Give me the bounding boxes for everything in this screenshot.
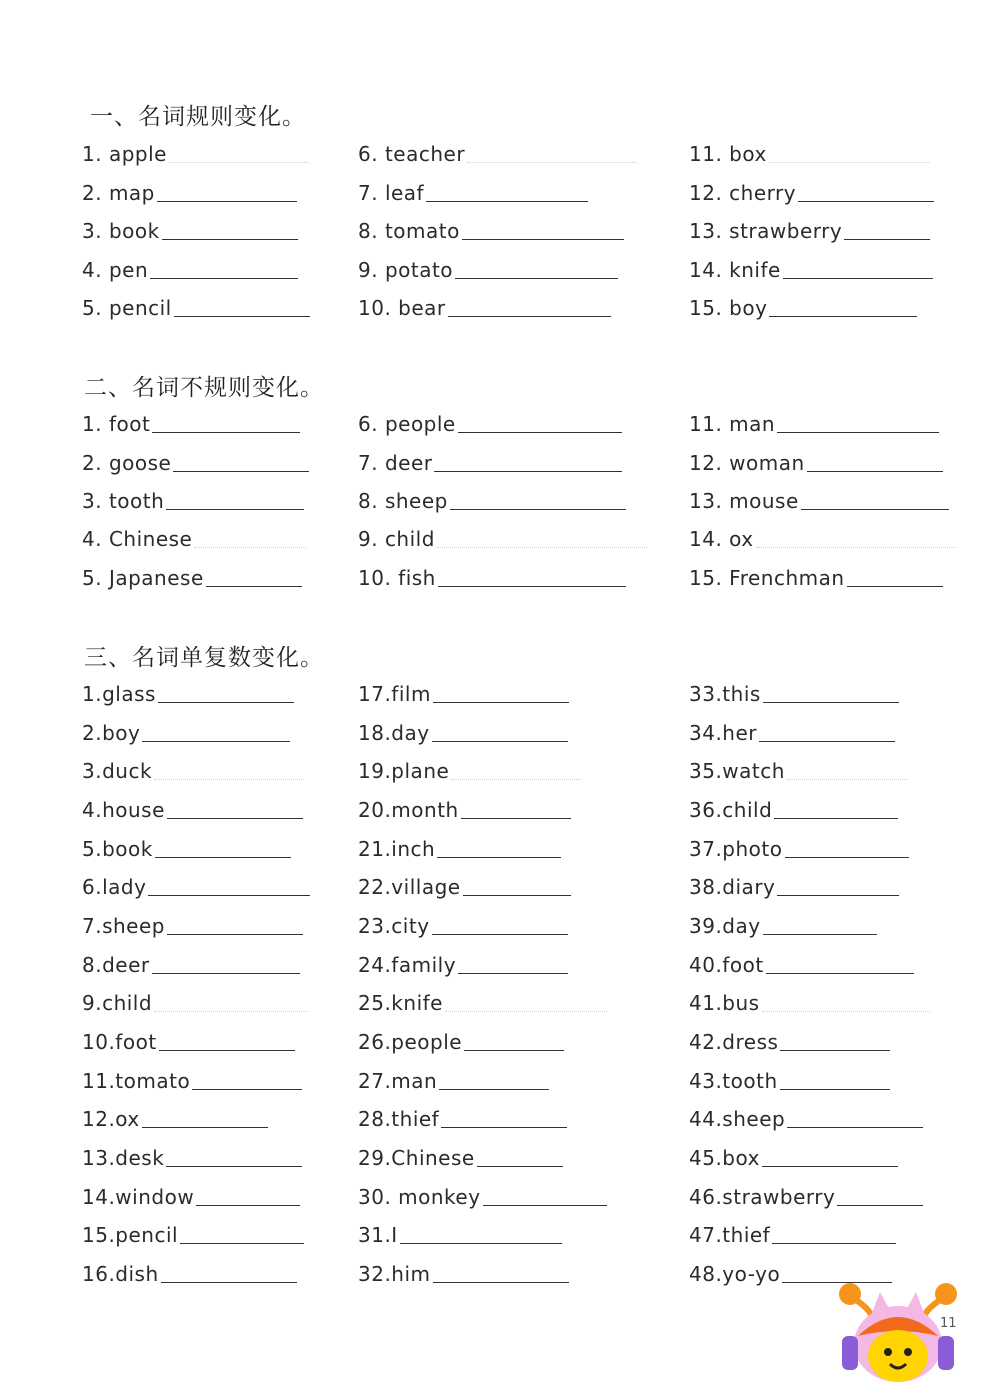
exercise-word: 3. tooth — [82, 489, 165, 513]
answer-blank[interactable] — [785, 856, 909, 858]
answer-blank[interactable] — [173, 470, 309, 472]
exercise-word: 17.film — [358, 682, 431, 706]
exercise-word: 26.people — [358, 1030, 463, 1054]
exercise-word: 41.bus — [689, 991, 760, 1015]
answer-blank[interactable] — [159, 1049, 295, 1051]
section-title-2: 二、名词不规则变化。 — [84, 375, 324, 401]
exercise-word: 25.knife — [358, 991, 443, 1015]
answer-blank[interactable] — [192, 1088, 302, 1090]
exercise-item — [82, 835, 291, 861]
exercise-item — [689, 1028, 890, 1054]
exercise-item — [358, 719, 568, 745]
answer-blank[interactable] — [464, 1049, 564, 1051]
exercise-item — [82, 410, 300, 436]
answer-blank[interactable] — [783, 277, 933, 279]
answer-blank[interactable] — [433, 1281, 569, 1283]
exercise-item — [689, 256, 933, 282]
exercise-word: 30. monkey — [358, 1185, 481, 1209]
answer-blank[interactable] — [844, 238, 930, 240]
exercise-word: 2.boy — [82, 721, 141, 745]
exercise-word: 6.lady — [82, 875, 147, 899]
answer-blank[interactable] — [157, 200, 297, 202]
exercise-word: 22.village — [358, 875, 461, 899]
exercise-item — [358, 217, 624, 243]
answer-blank[interactable] — [432, 740, 568, 742]
exercise-item — [82, 912, 303, 938]
exercise-item — [358, 449, 622, 475]
answer-blank[interactable] — [150, 277, 298, 279]
exercise-word: 5. Japanese — [82, 566, 204, 590]
exercise-word: 15. Frenchman — [689, 566, 845, 590]
exercise-item — [689, 140, 929, 166]
exercise-item — [358, 757, 581, 783]
exercise-item — [82, 294, 310, 320]
exercise-word: 32.him — [358, 1262, 431, 1286]
exercise-word: 34.her — [689, 721, 758, 745]
exercise-item — [358, 796, 571, 822]
answer-blank[interactable] — [142, 1126, 268, 1128]
exercise-item — [82, 757, 304, 783]
exercise-item — [689, 1144, 898, 1170]
exercise-word: 11.tomato — [82, 1069, 191, 1093]
answer-blank[interactable] — [458, 431, 622, 433]
exercise-item — [358, 410, 622, 436]
exercise-word: 48.yo-yo — [689, 1262, 781, 1286]
exercise-item — [358, 525, 647, 551]
exercise-word: 7. deer — [358, 451, 433, 475]
exercise-word: 4. pen — [82, 258, 149, 282]
exercise-item — [358, 487, 626, 513]
exercise-word: 2. goose — [82, 451, 172, 475]
exercise-word: 14. ox — [689, 527, 754, 551]
answer-blank[interactable] — [432, 933, 568, 935]
exercise-item — [689, 410, 939, 436]
exercise-word: 27.man — [358, 1069, 438, 1093]
exercise-item — [358, 951, 568, 977]
exercise-item — [82, 487, 304, 513]
exercise-word: 23.city — [358, 914, 430, 938]
exercise-word: 3. book — [82, 219, 160, 243]
page-number: 11 — [940, 1316, 957, 1331]
exercise-item — [358, 256, 618, 282]
answer-blank[interactable] — [759, 740, 895, 742]
answer-blank[interactable] — [798, 200, 934, 202]
exercise-item — [82, 256, 298, 282]
exercise-word: 40.foot — [689, 953, 764, 977]
exercise-word: 1.glass — [82, 682, 156, 706]
exercise-item — [689, 1105, 923, 1131]
exercise-word: 20.month — [358, 798, 459, 822]
exercise-item — [82, 680, 294, 706]
exercise-word: 4.house — [82, 798, 165, 822]
exercise-item — [358, 680, 569, 706]
exercise-item — [82, 989, 308, 1015]
answer-blank[interactable] — [467, 161, 637, 163]
answer-blank[interactable] — [763, 933, 877, 935]
section-title-1: 一、名词规则变化。 — [90, 104, 306, 130]
exercise-item — [689, 449, 943, 475]
answer-blank[interactable] — [142, 740, 290, 742]
exercise-item — [82, 449, 309, 475]
exercise-word: 6. teacher — [358, 142, 466, 166]
answer-blank[interactable] — [154, 1010, 308, 1012]
exercise-word: 21.inch — [358, 837, 436, 861]
answer-blank[interactable] — [196, 1204, 300, 1206]
answer-blank[interactable] — [439, 1088, 549, 1090]
answer-blank[interactable] — [451, 778, 581, 780]
answer-blank[interactable] — [774, 817, 898, 819]
exercise-item — [689, 796, 898, 822]
exercise-item — [82, 1028, 295, 1054]
exercise-item — [82, 564, 302, 590]
answer-blank[interactable] — [441, 1126, 567, 1128]
exercise-item — [82, 1183, 300, 1209]
exercise-item — [82, 719, 290, 745]
exercise-item — [358, 1105, 567, 1131]
answer-blank[interactable] — [167, 933, 303, 935]
exercise-item — [358, 1183, 607, 1209]
exercise-word: 12. cherry — [689, 181, 797, 205]
exercise-word: 10. fish — [358, 566, 436, 590]
exercise-word: 45.box — [689, 1146, 760, 1170]
answer-blank[interactable] — [461, 817, 571, 819]
section-title-3: 三、名词单复数变化。 — [84, 645, 324, 671]
answer-blank[interactable] — [450, 508, 626, 510]
answer-blank[interactable] — [769, 315, 917, 317]
exercise-item — [358, 140, 637, 166]
answer-blank[interactable] — [448, 315, 611, 317]
answer-blank[interactable] — [180, 1242, 304, 1244]
exercise-word: 2. map — [82, 181, 155, 205]
answer-blank[interactable] — [777, 894, 899, 896]
exercise-word: 15. boy — [689, 296, 768, 320]
exercise-word: 36.child — [689, 798, 773, 822]
exercise-word: 42.dress — [689, 1030, 779, 1054]
exercise-word: 11. man — [689, 412, 776, 436]
exercise-item — [689, 873, 899, 899]
answer-blank[interactable] — [433, 701, 569, 703]
answer-blank[interactable] — [167, 817, 303, 819]
exercise-item — [689, 179, 934, 205]
answer-blank[interactable] — [445, 1010, 607, 1012]
exercise-item — [689, 835, 909, 861]
answer-blank[interactable] — [847, 585, 943, 587]
exercise-item — [358, 873, 571, 899]
exercise-word: 35.watch — [689, 759, 785, 783]
answer-blank[interactable] — [837, 1204, 923, 1206]
answer-blank[interactable] — [483, 1204, 607, 1206]
exercise-item — [358, 1144, 563, 1170]
exercise-word: 24.family — [358, 953, 457, 977]
answer-blank[interactable] — [763, 701, 899, 703]
exercise-word: 14.window — [82, 1185, 195, 1209]
answer-blank[interactable] — [772, 1242, 896, 1244]
answer-blank[interactable] — [437, 546, 647, 548]
exercise-item — [82, 1260, 297, 1286]
exercise-word: 19.plane — [358, 759, 450, 783]
answer-blank[interactable] — [787, 1126, 923, 1128]
exercise-item — [82, 1221, 304, 1247]
exercise-word: 13. mouse — [689, 489, 799, 513]
exercise-word: 9.child — [82, 991, 153, 1015]
exercise-item — [82, 796, 303, 822]
exercise-item — [82, 1144, 302, 1170]
answer-blank[interactable] — [152, 972, 300, 974]
exercise-word: 13.desk — [82, 1146, 165, 1170]
exercise-item — [689, 989, 930, 1015]
answer-blank[interactable] — [400, 1242, 562, 1244]
exercise-word: 1. foot — [82, 412, 151, 436]
exercise-item — [358, 1221, 562, 1247]
exercise-word: 33.this — [689, 682, 761, 706]
answer-blank[interactable] — [787, 778, 907, 780]
exercise-item — [82, 525, 306, 551]
exercise-item — [689, 564, 943, 590]
answer-blank[interactable] — [769, 161, 929, 163]
answer-blank[interactable] — [426, 200, 588, 202]
exercise-word: 9. potato — [358, 258, 454, 282]
exercise-word: 12.ox — [82, 1107, 140, 1131]
exercise-word: 16.dish — [82, 1262, 159, 1286]
answer-blank[interactable] — [158, 701, 294, 703]
answer-blank[interactable] — [780, 1088, 890, 1090]
exercise-word: 28.thief — [358, 1107, 440, 1131]
exercise-item — [358, 1260, 569, 1286]
answer-blank[interactable] — [777, 431, 939, 433]
answer-blank[interactable] — [458, 972, 568, 974]
exercise-item — [358, 179, 588, 205]
exercise-item — [358, 294, 611, 320]
answer-blank[interactable] — [780, 1049, 890, 1051]
answer-blank[interactable] — [762, 1165, 898, 1167]
exercise-word: 44.sheep — [689, 1107, 786, 1131]
exercise-item — [82, 873, 310, 899]
exercise-item — [358, 835, 561, 861]
exercise-word: 43.tooth — [689, 1069, 778, 1093]
exercise-item — [689, 719, 895, 745]
answer-blank[interactable] — [162, 238, 298, 240]
answer-blank[interactable] — [148, 894, 310, 896]
exercise-item — [689, 217, 930, 243]
answer-blank[interactable] — [801, 508, 949, 510]
exercise-word: 9. child — [358, 527, 435, 551]
exercise-item — [689, 294, 917, 320]
exercise-word: 8. sheep — [358, 489, 448, 513]
exercise-word: 15.pencil — [82, 1223, 179, 1247]
exercise-word: 5.book — [82, 837, 153, 861]
answer-blank[interactable] — [169, 161, 309, 163]
exercise-word: 10. bear — [358, 296, 446, 320]
exercise-item — [82, 951, 300, 977]
exercise-word: 29.Chinese — [358, 1146, 475, 1170]
exercise-item — [689, 912, 877, 938]
exercise-word: 37.photo — [689, 837, 783, 861]
answer-blank[interactable] — [152, 431, 300, 433]
exercise-word: 8. tomato — [358, 219, 460, 243]
cartoon-mascot-icon — [828, 1278, 968, 1385]
exercise-word: 13. strawberry — [689, 219, 843, 243]
answer-blank[interactable] — [438, 585, 626, 587]
exercise-item — [358, 1067, 549, 1093]
exercise-word: 47.thief — [689, 1223, 771, 1247]
answer-blank[interactable] — [206, 585, 302, 587]
answer-blank[interactable] — [807, 470, 943, 472]
exercise-word: 31.I — [358, 1223, 398, 1247]
exercise-item — [82, 217, 298, 243]
exercise-item — [358, 1028, 564, 1054]
exercise-word: 7. leaf — [358, 181, 425, 205]
exercise-word: 5. pencil — [82, 296, 172, 320]
exercise-item — [689, 1183, 923, 1209]
exercise-item — [358, 564, 626, 590]
exercise-item — [358, 989, 607, 1015]
exercise-word: 18.day — [358, 721, 430, 745]
exercise-word: 14. knife — [689, 258, 781, 282]
exercise-item — [689, 951, 914, 977]
answer-blank[interactable] — [766, 972, 914, 974]
answer-blank[interactable] — [477, 1165, 563, 1167]
exercise-word: 46.strawberry — [689, 1185, 836, 1209]
answer-blank[interactable] — [161, 1281, 297, 1283]
exercise-item — [358, 912, 568, 938]
exercise-item — [689, 1221, 896, 1247]
answer-blank[interactable] — [154, 778, 304, 780]
answer-blank[interactable] — [155, 856, 291, 858]
exercise-item — [689, 525, 956, 551]
exercise-word: 7.sheep — [82, 914, 165, 938]
exercise-word: 12. woman — [689, 451, 805, 475]
answer-blank[interactable] — [166, 508, 304, 510]
exercise-item — [82, 1067, 302, 1093]
exercise-word: 3.duck — [82, 759, 153, 783]
exercise-item — [689, 680, 899, 706]
answer-blank[interactable] — [434, 470, 622, 472]
answer-blank[interactable] — [194, 546, 306, 548]
exercise-word: 10.foot — [82, 1030, 157, 1054]
exercise-word: 1. apple — [82, 142, 167, 166]
exercise-word: 8.deer — [82, 953, 150, 977]
answer-blank[interactable] — [756, 546, 956, 548]
exercise-word: 39.day — [689, 914, 761, 938]
exercise-item — [689, 487, 949, 513]
answer-blank[interactable] — [462, 238, 624, 240]
answer-blank[interactable] — [437, 856, 561, 858]
exercise-word: 4. Chinese — [82, 527, 193, 551]
exercise-item — [689, 757, 907, 783]
exercise-item — [82, 1105, 268, 1131]
exercise-word: 38.diary — [689, 875, 776, 899]
exercise-word: 11. box — [689, 142, 767, 166]
exercise-item — [82, 140, 309, 166]
exercise-item — [689, 1067, 890, 1093]
answer-blank[interactable] — [166, 1165, 302, 1167]
answer-blank[interactable] — [463, 894, 571, 896]
exercise-word: 6. people — [358, 412, 456, 436]
answer-blank[interactable] — [174, 315, 310, 317]
answer-blank[interactable] — [455, 277, 618, 279]
answer-blank[interactable] — [762, 1010, 930, 1012]
exercise-item — [82, 179, 297, 205]
